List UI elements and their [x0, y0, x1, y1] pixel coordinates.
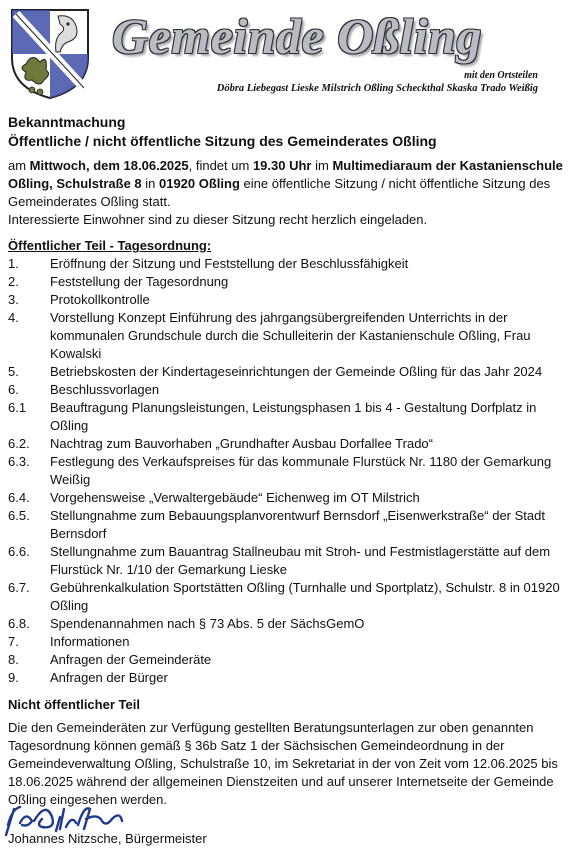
agenda-list — [8, 255, 564, 687]
agenda-item — [8, 291, 564, 309]
meeting-town: 01920 Oßling — [158, 176, 240, 191]
agenda-item-text: Beauftragung Planungsleistungen, Leistungsphasen 1 bis 4 - Gestaltung Dorfplatz in Oßling — [50, 400, 537, 433]
agenda-item-text: Betriebskosten der Kindertageseinrichtungen der Gemeinde Oßling für das Jahr 2024 — [50, 364, 543, 379]
agenda-item-number: 1. — [8, 256, 19, 271]
public-section-heading — [8, 237, 564, 255]
agenda-item-number: 3. — [8, 292, 19, 307]
agenda-item-number: 7. — [8, 634, 19, 649]
agenda-item — [8, 363, 564, 381]
public-heading-text: Öffentlicher Teil - Tagesordnung: — [8, 238, 212, 253]
agenda-item — [8, 489, 564, 507]
agenda-item-text: Beschlussvorlagen — [50, 382, 160, 397]
private-section-heading: Nicht öffentlicher Teil — [8, 697, 140, 712]
coat-of-arms-icon — [10, 8, 90, 100]
districts-subtitle — [217, 69, 538, 95]
agenda-item-number: 5. — [8, 364, 19, 379]
letterhead — [0, 0, 570, 105]
agenda-item-text: Festlegung des Verkaufspreises für das kommunale Flurstück Nr. 1180 der Gemarkung Weißig — [50, 454, 552, 487]
agenda-item-text: Protokollkontrolle — [50, 292, 150, 307]
agenda-item-number: 6.2. — [8, 436, 30, 451]
agenda-item — [8, 453, 564, 489]
private-section-text: Die den Gemeinderäten zur Verfügung gestellten Beratungsunterlagen zur oben genannten Tagesordnung können gemäß § 36b Satz 1 der Sächsischen Gemeindeordnung in der Gemeindeverwaltung Oßling, Schulstraße 10, im Sekretariat in der von Zeit vom 12.06.2025 bis 18.06.2025 während der allgemeinen Dienstzeiten und auf unserer Internetseite der Gemeinde Oßling eingesehen werden. — [8, 720, 558, 807]
agenda-item-number: 6.5. — [8, 508, 30, 523]
agenda-item-number: 6.1 — [8, 400, 27, 415]
agenda-item-number: 8. — [8, 652, 19, 667]
agenda-item-text: Eröffnung der Sitzung und Feststellung der Beschlussfähigkeit — [50, 256, 409, 271]
subtitle-line-2: Döbra Liebegast Lieske Milstrich Oßling Scheckthal Skaska Trado Weißig — [216, 83, 538, 94]
agenda-item — [8, 579, 564, 615]
agenda-item — [8, 651, 564, 669]
intro-text-5: eine öffentliche Sitzung / nicht öffentliche Sitzung des Gemeinderates Oßling statt. — [8, 176, 551, 209]
agenda-item — [8, 273, 564, 291]
agenda-item-text: Informationen — [50, 634, 130, 649]
agenda-item — [8, 633, 564, 651]
agenda-item — [8, 399, 564, 435]
agenda-item-text: Stellungnahme zum Bauantrag Stallneubau mit Stroh- und Festmistlagerstätte auf dem Flurstück Nr. 1/10 der Gemarkung Lieske — [50, 544, 551, 577]
agenda-item-number: 6. — [8, 382, 19, 397]
intro-text-1: am — [8, 158, 30, 173]
notice-body — [8, 113, 564, 849]
agenda-item-number: 4. — [8, 310, 19, 325]
agenda-item-text: Vorgehensweise „Verwaltergebäude“ Eichenweg im OT Milstrich — [50, 490, 420, 505]
agenda-item-number: 6.4. — [8, 490, 30, 505]
intro-text-4: in — [141, 176, 159, 191]
agenda-item — [8, 435, 564, 453]
intro-text-3: im — [311, 158, 333, 173]
agenda-item-text: Nachtrag zum Bauvorhaben „Grundhafter Ausbau Dorfallee Trado“ — [50, 436, 433, 451]
subtitle-line-1: mit den Ortsteilen — [464, 70, 538, 81]
agenda-item-number: 6.8. — [8, 616, 30, 631]
intro-paragraph — [8, 157, 564, 211]
agenda-item — [8, 543, 564, 579]
agenda-item-number: 6.3. — [8, 454, 30, 469]
notice-label: Bekanntmachung — [8, 114, 126, 130]
notice-headline: Öffentliche / nicht öffentliche Sitzung des Gemeinderates Oßling — [8, 133, 437, 149]
agenda-item-text: Stellungnahme zum Bebauungsplanvorentwurf Bernsdorf „Eisenwerkstraße“ der Stadt Bernsdorf — [50, 508, 545, 541]
invitation-text: Interessierte Einwohner sind zu dieser Sitzung recht herzlich eingeladen. — [8, 212, 428, 227]
agenda-item-text: Vorstellung Konzept Einführung des jahrgangsübergreifenden Unterrichts in der kommunalen Grundschule durch die Schulleiterin der Kastanienschule Oßling, Frau Kowalski — [50, 310, 531, 361]
meeting-venue: Multimediaraum der Kastanienschule Oßling, Schulstraße 8 — [8, 158, 563, 191]
agenda-item — [8, 255, 564, 273]
municipality-title: Gemeinde Oßling — [112, 8, 482, 64]
signer-name: Johannes Nitzsche, Bürgermeister — [8, 831, 207, 846]
agenda-item-text: Anfragen der Bürger — [50, 670, 168, 685]
agenda-item-number: 6.6. — [8, 544, 30, 559]
intro-text-2: , findet um — [188, 158, 253, 173]
agenda-item-text: Spendenannahmen nach § 73 Abs. 5 der SächsGemO — [50, 616, 365, 631]
agenda-item-number: 6.7. — [8, 580, 30, 595]
agenda-item — [8, 615, 564, 633]
agenda-item-text: Feststellung der Tagesordnung — [50, 274, 229, 289]
agenda-item-number: 9. — [8, 670, 19, 685]
meeting-date: Mittwoch, dem 18.06.2025 — [29, 158, 189, 173]
meeting-time: 19.30 Uhr — [252, 158, 312, 173]
agenda-item — [8, 381, 564, 399]
agenda-item — [8, 507, 564, 543]
agenda-item-number: 2. — [8, 274, 19, 289]
agenda-item — [8, 309, 564, 363]
agenda-item-text: Gebührenkalkulation Sportstätten Oßling (Turnhalle und Sportplatz), Schulstr. 8 in 01920 Oßling — [50, 580, 560, 613]
signature-block — [8, 809, 564, 849]
agenda-item-text: Anfragen der Gemeinderäte — [50, 652, 212, 667]
agenda-item — [8, 669, 564, 687]
